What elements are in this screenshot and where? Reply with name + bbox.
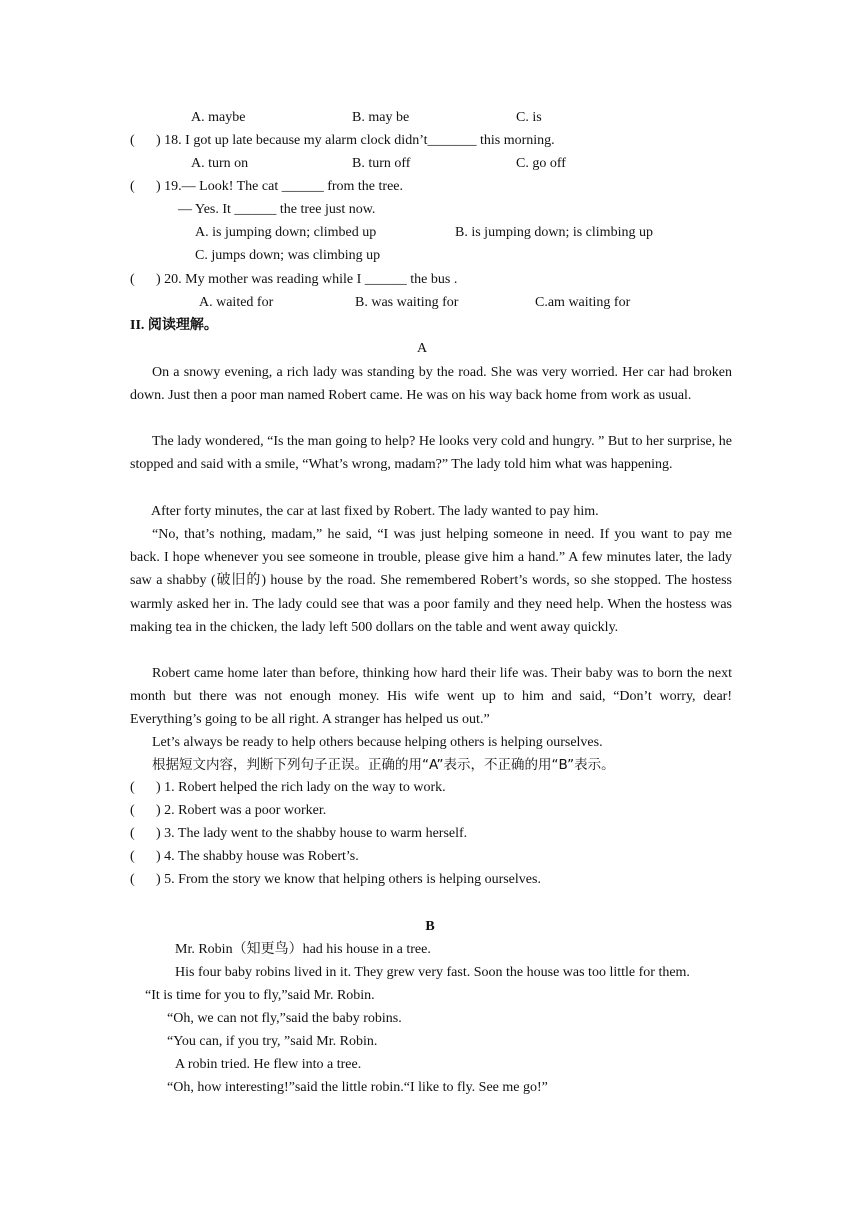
question-text: ) 3. The lady went to the shabby house to warm herself. (156, 826, 468, 841)
passage-a-paragraph: Let’s always be ready to help others because helping others is helping ourselves. (152, 735, 603, 750)
q18-stem-line (130, 131, 555, 151)
q18-stem: ) 18. I got up late because my alarm clock didn’t_______ this morning. (156, 133, 555, 148)
passage-a-paragraph: On a snowy evening, a rich lady was standing by the road. She was very worried. Her car had broken down. Just then a poor man named Robert came. He was on his way back home from work as usual. (130, 365, 732, 404)
q20-stem: ) 20. My mother was reading while I ______ the bus . (156, 272, 458, 287)
q19-option-a: A. is jumping down; climbed up (195, 225, 377, 240)
passage-a-question (130, 778, 446, 798)
passage-b-line: Mr. Robin（知更鸟）had his house in a tree. (175, 942, 431, 957)
q20-answer-paren: ( (130, 272, 135, 287)
passage-b-line: A robin tried. He flew into a tree. (175, 1057, 362, 1072)
q20-option-c: C.am waiting for (535, 295, 631, 310)
answer-paren: ( (130, 826, 135, 841)
question-text: ) 2. Robert was a poor worker. (156, 803, 327, 818)
passage-a-paragraph: Robert came home later than before, thinking how hard their life was. Their baby was to born the next month but there was not enough money. His wife went up to him and said, “Don’t worry, dear! Everything’s going to be all right. A stranger has helped us out.” (130, 666, 732, 728)
passage-a-question (130, 801, 326, 821)
q19-answer-paren: ( (130, 179, 135, 194)
q20-option-a: A. waited for (199, 295, 274, 310)
passage-b-line: “Oh, we can not fly,”said the baby robins. (167, 1011, 402, 1026)
q17-option-a: A. maybe (191, 110, 246, 125)
passage-a-question (130, 847, 359, 867)
q20-option-b: B. was waiting for (355, 295, 459, 310)
answer-paren: ( (130, 872, 135, 887)
q20-stem-line (130, 270, 457, 290)
passage-b-title: B (425, 919, 435, 934)
q19-line2: — Yes. It ______ the tree just now. (178, 202, 376, 217)
q18-answer-paren: ( (130, 133, 135, 148)
q19-option-b: B. is jumping down; is climbing up (455, 225, 653, 240)
answer-paren: ( (130, 849, 135, 864)
section-heading: II. 阅读理解。 (130, 318, 218, 333)
answer-paren: ( (130, 803, 135, 818)
passage-a-instruction: 根据短文内容，判断下列句子正误。正确的用“A”表示，不正确的用“B”表示。 (152, 757, 615, 773)
passage-a-question (130, 870, 541, 890)
question-text: ) 5. From the story we know that helping others is helping ourselves. (156, 872, 541, 887)
question-text: ) 4. The shabby house was Robert’s. (156, 849, 359, 864)
passage-a-paragraph: After forty minutes, the car at last fixed by Robert. The lady wanted to pay him. (151, 504, 599, 519)
q19-option-c: C. jumps down; was climbing up (195, 248, 381, 263)
passage-b-line: “Oh, how interesting!”said the little robin.“I like to fly. See me go!” (167, 1080, 548, 1095)
passage-a-paragraph: “No, that’s nothing, madam,” he said, “I was just helping someone in need. If you want to pay me back. I hope whenever you see someone in trouble, please give him a hand.” A few minutes later, the lady saw a shabby (破旧的) house by the road. She remembered Robert’s words, so she stopped. The hostess warmly asked her in. The lady could see that was a poor family and they need help. When the hostess was making tea in the chicken, the lady left 500 dollars on the table and went away quickly. (130, 527, 732, 635)
question-text: ) 1. Robert helped the rich lady on the way to work. (156, 780, 446, 795)
passage-a-question (130, 824, 467, 844)
q19-stem: ) 19.— Look! The cat ______ from the tree. (156, 179, 404, 194)
q18-option-b: B. turn off (352, 156, 411, 171)
q17-option-c: C. is (516, 110, 542, 125)
passage-a-paragraph: The lady wondered, “Is the man going to help? He looks very cold and hungry. ” But to her surprise, he stopped and said with a smile, “What’s wrong, madam?” The lady told him what was happening. (130, 434, 732, 473)
answer-paren: ( (130, 780, 135, 795)
q18-option-c: C. go off (516, 156, 566, 171)
q19-stem-line (130, 177, 403, 197)
q17-option-b: B. may be (352, 110, 410, 125)
passage-b-line: “You can, if you try, ”said Mr. Robin. (167, 1034, 378, 1049)
passage-b-line: “It is time for you to fly,”said Mr. Robin. (145, 988, 375, 1003)
passage-b-line: His four baby robins lived in it. They grew very fast. Soon the house was too little for them. (175, 965, 690, 980)
passage-a-title: A (416, 341, 428, 356)
q18-option-a: A. turn on (191, 156, 249, 171)
